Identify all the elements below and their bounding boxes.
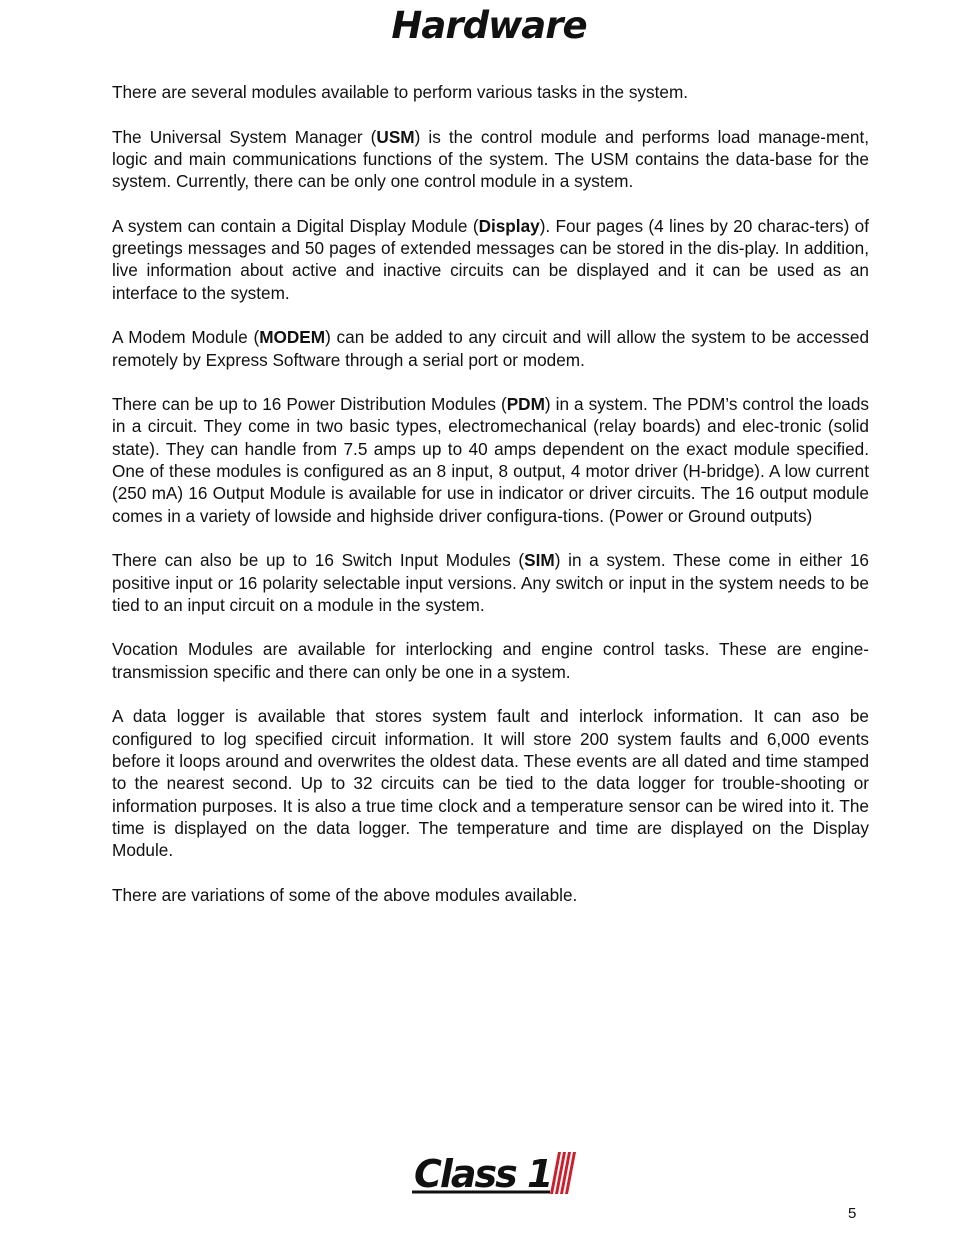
paragraph-sim: There can also be up to 16 Switch Input Modules (SIM) in a system. These come in either 16 positive input or 16 polarity selectable input versions. Any switch or input in the system needs to be tied to an input circuit on a module in the system. — [112, 550, 869, 615]
paragraph-vocation: Vocation Modules are available for interlocking and engine control tasks. These are engine-transmission specific and there can only be one in a system. — [112, 639, 869, 682]
paragraph-pdm: There can be up to 16 Power Distribution Modules (PDM) in a system. The PDM’s control the loads in a circuit. They come in two basic types, electromechanical (relay boards) and elec-tronic (solid state). They can handle from 7.5 amps up to 40 amps dependent on the exact module specified. One of these modules is configured as an 8 input, 8 output, 4 motor driver (H-bridge). A low current (250 mA) 16 Output Module is available for use in indicator or driver circuits. The 16 output module comes in a variety of lowside and highside driver configura-tions. (Power or Ground outputs) — [112, 394, 869, 526]
logo-stripes — [550, 1152, 576, 1194]
paragraph-modem: A Modem Module (MODEM) can be added to any circuit and will allow the system to be accessed remotely by Express Software through a serial port or modem. — [112, 327, 869, 370]
term-usm: USM — [376, 126, 415, 147]
paragraph-variations: There are variations of some of the above modules available. — [112, 884, 578, 905]
page-title: Hardware — [391, 4, 587, 47]
term-sim: SIM — [524, 550, 555, 571]
paragraph-display: A system can contain a Digital Display Module (Display). Four pages (4 lines by 20 charac-ters) of greetings messages and 50 pages of extended messages can be stored in the dis-play. In addition, live information about active and inactive circuits can be displayed and it can be used as an interface to the system. — [112, 215, 869, 303]
logo-wordmark: Class 1 — [414, 1152, 552, 1196]
body-text — [112, 81, 869, 928]
paragraph-usm: The Universal System Manager (USM) is the control module and performs load manage-ment, logic and main communications functions of the system. The USM contains the data-base for the system. Currently, there can be only one control module in a system. — [112, 126, 870, 192]
page-number: 5 — [848, 1205, 857, 1222]
term-modem: MODEM — [259, 327, 326, 348]
term-display: Display — [478, 215, 540, 236]
paragraph-data-logger: A data logger is available that stores system fault and interlock information. It can aso be configured to log specified circuit information. It will store 200 system faults and 6,000 events before it loops around and overwrites the oldest data. These events are all dated and time stamped to the nearest second. Up to 32 circuits can be tied to the data logger for trouble-shooting or information purposes. It is also a true time clock and a temperature sensor can be wired into it. The time is displayed on the data logger. The temperature and time are displayed on the Display Module. — [112, 706, 869, 861]
class1-logo — [410, 1150, 576, 1196]
term-pdm: PDM — [506, 394, 545, 415]
paragraph-intro: There are several modules available to perform various tasks in the system. — [112, 82, 689, 102]
